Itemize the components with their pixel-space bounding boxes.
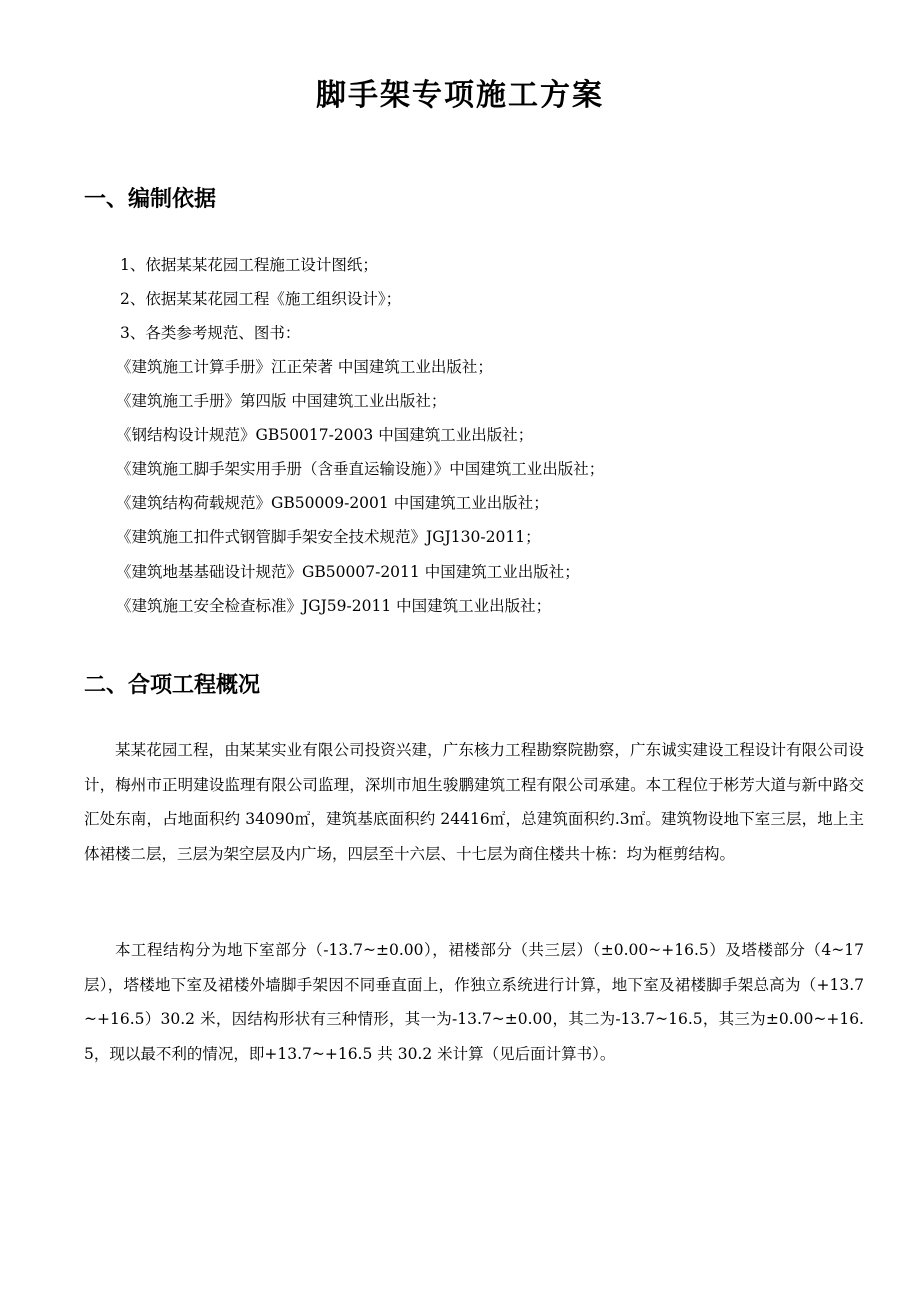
section-heading-overview: 二、合项工程概况 [84, 673, 261, 698]
reference-item: 《建筑施工计算手册》江正荣著 中国建筑工业出版社； [116, 358, 493, 376]
basis-list [120, 248, 880, 350]
reference-item: 《建筑结构荷载规范》GB50009-2001 中国建筑工业出版社； [116, 494, 549, 513]
section-heading-basis: 一、编制依据 [84, 187, 217, 212]
basis-item: 1、依据某某花园工程施工设计图纸； [120, 256, 378, 274]
reference-item: 《建筑施工脚手架实用手册（含垂直运输设施）》中国建筑工业出版社； [116, 460, 605, 479]
reference-item: 《钢结构设计规范》GB50017-2003 中国建筑工业出版社； [116, 426, 534, 445]
document-title: 脚手架专项施工方案 [316, 78, 604, 113]
reference-list [116, 350, 896, 623]
overview-paragraph: 某某花园工程，由某某实业有限公司投资兴建，广东核力工程勘察院勘察，广东诚实建设工程设计有限公司设计，梅州市正明建设监理有限公司监理，深圳市旭生骏鹏建筑工程有限公司承建。本工程位于彬芳大道与新中路交汇处东南，占地面积约 34090㎡，建筑基底面积约 24416㎡，总建筑面积约.3㎡。建筑物设地下室三层，地上主体裙楼二层，三层为架空层及内广场，四层至十六层、十七层为商住楼共十栋：均为框剪结构。 [84, 741, 864, 863]
reference-item: 《建筑地基基础设计规范》GB50007-2011 中国建筑工业出版社； [116, 562, 580, 581]
reference-item: 《建筑施工扣件式钢管脚手架安全技术规范》JGJ130-2011； [116, 528, 541, 547]
basis-item: 3、各类参考规范、图书： [120, 324, 301, 343]
reference-item: 《建筑施工安全检查标准》JGJ59-2011 中国建筑工业出版社； [116, 596, 552, 615]
reference-item: 《建筑施工手册》第四版 中国建筑工业出版社； [116, 392, 447, 411]
structure-paragraph: 本工程结构分为地下室部分（-13.7~±0.00），裙楼部分（共三层）（±0.00~+16.5）及塔楼部分（4~17 层），塔楼地下室及裙楼外墙脚手架因不同垂直面上，作独立系统进行计算，地下室及裙楼脚手架总高为（+13.7~+16.5）30.2 米，因结构形状有三种情形，其一为-13.7~±0.00，其二为-13.7~16.5，其三为±0.00~+16.5，现以最不利的情况，即+13.7~+16.5 共 30.2 米计算（见后面计算书）。 [84, 941, 864, 1063]
basis-item: 2、依据某某花园工程《施工组织设计》； [120, 290, 402, 309]
